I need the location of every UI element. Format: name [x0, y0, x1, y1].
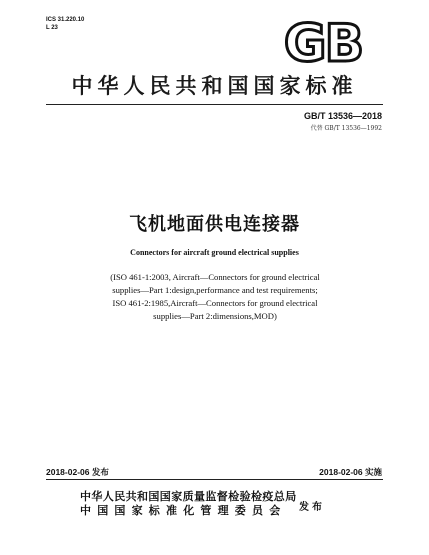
- org-title: 中华人民共和国国家标准: [71, 74, 358, 98]
- issue-date: 2018-02-06 发布: [46, 467, 109, 477]
- document-title-chinese: 飞机地面供电连接器: [129, 214, 300, 235]
- implementation-date: 2018-02-06 实施: [319, 467, 382, 477]
- adoption-line: (ISO 461-1:2003, Aircraft—Connectors for ground electrical: [110, 272, 320, 282]
- classification-codes: [46, 16, 84, 32]
- replaces-standard: 代替 GB/T 13536—1992: [310, 125, 382, 132]
- category-code: L 23: [46, 25, 58, 31]
- document-title-english: Connectors for aircraft ground electrical supplies: [130, 248, 299, 257]
- issuer-sac: 中国国家标准化管理委员会: [80, 504, 287, 517]
- issuing-authorities: [80, 490, 300, 518]
- issuer-aqsiq: 中华人民共和国国家质量监督检验检疫总局: [80, 490, 297, 503]
- standard-number: GB/T 13536—2018: [303, 111, 382, 121]
- adoption-line: ISO 461-2:1985,Aircraft—Connectors for ground electrical: [112, 298, 318, 308]
- adoption-note: [60, 271, 370, 323]
- footer-divider: [46, 479, 383, 480]
- publish-label: 发布: [299, 502, 325, 513]
- adoption-line: supplies—Part 2:dimensions,MOD): [153, 311, 277, 321]
- header-divider: [46, 104, 383, 105]
- gb-logo: [266, 17, 380, 67]
- gb-logo-text: GB: [283, 17, 363, 67]
- ics-code: ICS 31.220.10: [46, 17, 85, 23]
- adoption-line: supplies—Part 1:design,performance and test requirements;: [112, 285, 318, 295]
